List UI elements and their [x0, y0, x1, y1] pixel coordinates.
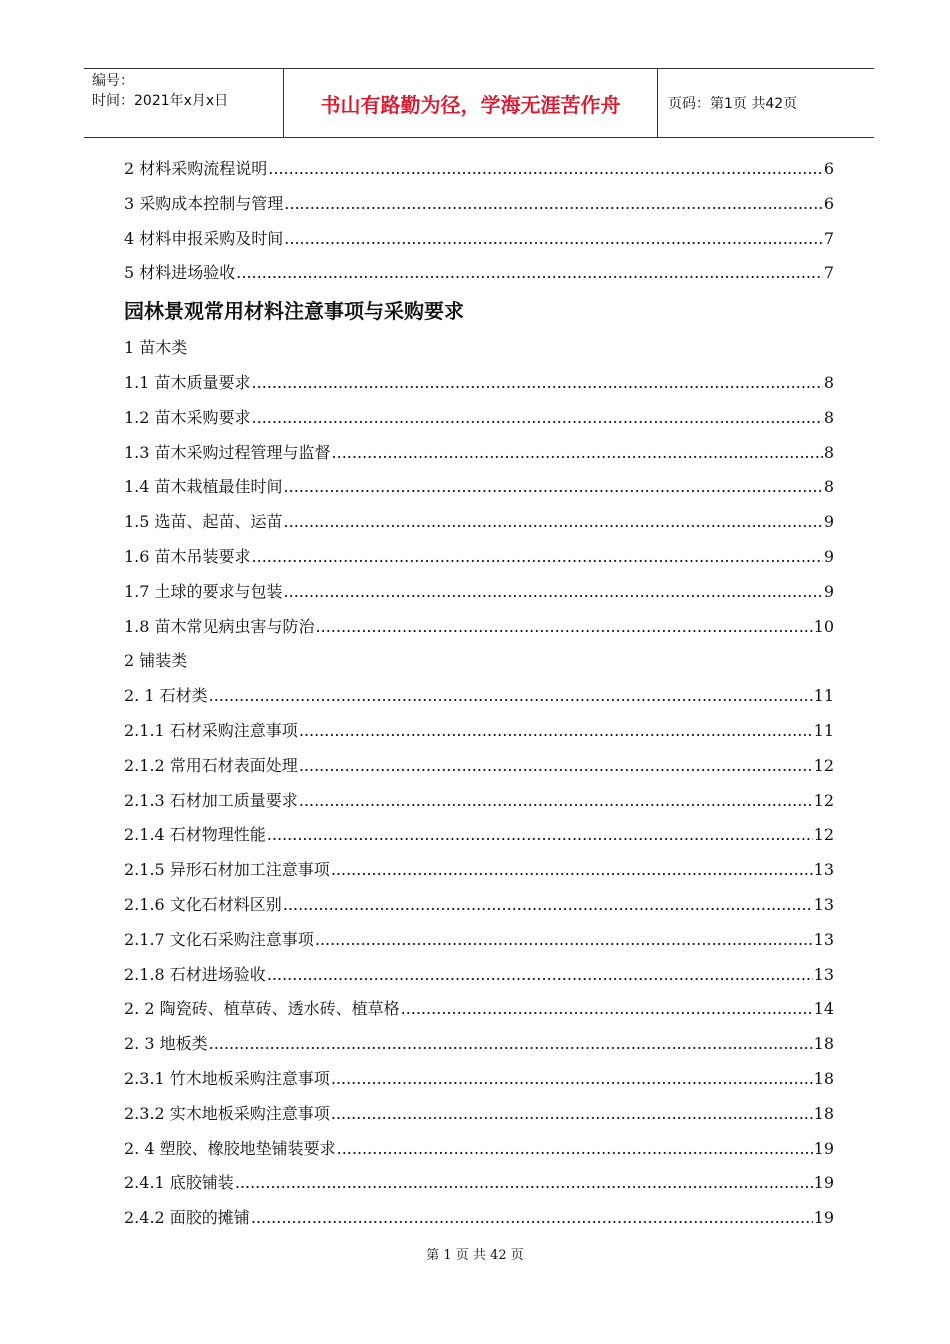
toc-dot-leader — [401, 992, 813, 1027]
toc-entry-title: 2.4.2 面胶的摊铺 — [124, 1208, 250, 1228]
toc-dot-leader — [299, 749, 813, 784]
toc-chapter-label: 1 苗木类 — [124, 338, 188, 358]
toc-entry-title: 2.1.2 常用石材表面处理 — [124, 755, 298, 775]
toc-entry-title: 2. 4 塑胶、橡胶地垫铺装要求 — [124, 1138, 336, 1158]
toc-entry-page: 7 — [823, 263, 834, 283]
toc-entry-page: 9 — [823, 546, 834, 566]
toc-dot-leader — [209, 679, 813, 714]
toc-entry-title: 1.5 选苗、起苗、运苗 — [124, 512, 283, 532]
toc-entry-title: 1.2 苗木采购要求 — [124, 407, 251, 427]
toc-entry-page: 8 — [823, 407, 834, 427]
header-page-info: 页码：第1页 共42页 — [668, 96, 798, 112]
toc-dot-leader — [252, 401, 823, 436]
toc-entry[interactable] — [124, 992, 834, 1027]
toc-dot-leader — [337, 1132, 813, 1167]
toc-entry-page: 19 — [813, 1138, 834, 1158]
toc-entry-page: 6 — [823, 159, 834, 178]
toc-entry[interactable] — [124, 958, 834, 993]
toc-entry-page: 18 — [813, 1068, 834, 1088]
toc-entry[interactable] — [124, 1027, 834, 1062]
toc-entry-page: 12 — [813, 825, 834, 845]
toc-dot-leader — [283, 888, 813, 923]
toc-entry-page: 18 — [813, 1034, 834, 1054]
toc-entry-title: 1.7 土球的要求与包装 — [124, 581, 283, 601]
toc-entry-title: 1.1 苗木质量要求 — [124, 372, 251, 392]
toc-entry-page: 11 — [813, 720, 834, 740]
toc-entry-title: 2.1.4 石材物理性能 — [124, 825, 266, 845]
toc-dot-leader — [332, 436, 823, 471]
toc-entry[interactable] — [124, 853, 834, 888]
toc-dot-leader — [284, 575, 823, 610]
toc-entry-page: 8 — [823, 442, 834, 462]
toc-entry[interactable] — [124, 679, 834, 714]
toc-entry-page: 13 — [813, 860, 834, 880]
toc-entry[interactable] — [124, 1062, 834, 1097]
toc-entry[interactable] — [124, 610, 834, 645]
toc-dot-leader — [252, 366, 823, 401]
toc-entry-page: 13 — [813, 929, 834, 949]
toc-entry[interactable] — [124, 1166, 834, 1201]
header-date: 时间：2021年x月x日 — [92, 93, 229, 109]
toc-entry[interactable] — [124, 470, 834, 505]
toc-entry-title: 2.3.2 实木地板采购注意事项 — [124, 1103, 330, 1123]
toc-entry-title: 2.1.8 石材进场验收 — [124, 964, 266, 984]
toc-entry[interactable] — [124, 366, 834, 401]
toc-dot-leader — [284, 505, 823, 540]
toc-entry[interactable] — [124, 401, 834, 436]
toc-entry-page: 9 — [823, 512, 834, 532]
toc-entry-page: 12 — [813, 790, 834, 810]
header-meta — [84, 69, 284, 137]
toc-entry-title: 2.1.7 文化石采购注意事项 — [124, 929, 314, 949]
toc-entry[interactable] — [124, 1097, 834, 1132]
toc-entry-title: 2. 3 地板类 — [124, 1034, 208, 1054]
toc-dot-leader — [331, 1097, 813, 1132]
toc-entry[interactable] — [124, 784, 834, 819]
toc-dot-leader — [284, 470, 823, 505]
toc-entry-page: 14 — [813, 999, 834, 1019]
toc-entry[interactable] — [124, 714, 834, 749]
toc-dot-leader — [252, 540, 823, 575]
toc-entry-page: 8 — [823, 372, 834, 392]
toc-entry-page: 18 — [813, 1103, 834, 1123]
toc-dot-leader — [209, 1027, 813, 1062]
toc-dot-leader — [315, 923, 813, 958]
toc-entry-title: 2. 2 陶瓷砖、植草砖、透水砖、植草格 — [124, 999, 400, 1019]
toc-entry[interactable] — [124, 888, 834, 923]
toc-entry-page: 13 — [813, 894, 834, 914]
toc-entry[interactable] — [124, 1132, 834, 1167]
toc-entry[interactable] — [124, 540, 834, 575]
toc-entry-title: 2.1.1 石材采购注意事项 — [124, 720, 298, 740]
table-of-contents — [124, 152, 834, 1236]
toc-entry-title: 2.1.3 石材加工质量要求 — [124, 790, 298, 810]
toc-entry-title: 2 材料采购流程说明 — [124, 159, 268, 178]
toc-entry[interactable] — [124, 1201, 834, 1236]
toc-entry[interactable] — [124, 749, 834, 784]
toc-entry-page: 19 — [813, 1173, 834, 1193]
toc-entry-page: 12 — [813, 755, 834, 775]
toc-entry[interactable] — [124, 575, 834, 610]
toc-entry-title: 1.4 苗木栽植最佳时间 — [124, 477, 283, 497]
toc-dot-leader — [299, 714, 813, 749]
toc-entry-title: 5 材料进场验收 — [124, 263, 236, 283]
toc-dot-leader — [316, 610, 813, 645]
toc-entry[interactable] — [124, 187, 834, 222]
toc-chapter-label: 2 铺装类 — [124, 651, 188, 671]
toc-entry[interactable] — [124, 818, 834, 853]
toc-entry-title: 2.1.6 文化石材料区别 — [124, 894, 282, 914]
toc-entry[interactable] — [124, 222, 834, 257]
toc-entry-title: 4 材料申报采购及时间 — [124, 228, 284, 248]
toc-dot-leader — [331, 1062, 813, 1097]
toc-entry-page: 19 — [813, 1208, 834, 1228]
toc-dot-leader — [235, 1166, 813, 1201]
section-heading: 园林景观常用材料注意事项与采购要求 — [124, 299, 464, 324]
toc-dot-leader — [284, 222, 823, 257]
toc-entry[interactable] — [124, 505, 834, 540]
toc-entry-title: 2.3.1 竹木地板采购注意事项 — [124, 1068, 330, 1088]
toc-dot-leader — [268, 152, 823, 187]
toc-dot-leader — [236, 256, 823, 291]
toc-entry[interactable] — [124, 923, 834, 958]
toc-dot-leader — [299, 784, 813, 819]
header-number: 编号： — [92, 73, 134, 89]
toc-dot-leader — [267, 818, 813, 853]
toc-entry-page: 7 — [823, 228, 834, 248]
toc-dot-leader — [251, 1201, 813, 1236]
toc-entry-title: 3 采购成本控制与管理 — [124, 193, 284, 213]
toc-entry-title: 1.8 苗木常见病虫害与防治 — [124, 616, 315, 636]
header-motto: 书山有路勤为径，学海无涯苦作舟 — [284, 69, 658, 137]
toc-entry-title: 2.4.1 底胶铺装 — [124, 1173, 234, 1193]
toc-dot-leader — [284, 187, 823, 222]
toc-entry[interactable] — [124, 256, 834, 291]
toc-entry-page: 6 — [823, 193, 834, 213]
toc-entry-title: 2.1.5 异形石材加工注意事项 — [124, 860, 330, 880]
page-footer: 第 1 页 共 42 页 — [426, 1248, 524, 1263]
page-header — [84, 68, 874, 138]
toc-entry-page: 9 — [823, 581, 834, 601]
toc-entry[interactable] — [124, 436, 834, 471]
toc-entry-title: 1.6 苗木吊装要求 — [124, 546, 251, 566]
toc-entry-page: 10 — [813, 616, 834, 636]
toc-entry-page: 13 — [813, 964, 834, 984]
toc-entry-title: 1.3 苗木采购过程管理与监督 — [124, 442, 331, 462]
toc-entry-title: 2. 1 石材类 — [124, 686, 208, 706]
toc-entry-page: 8 — [823, 477, 834, 497]
toc-entry-page: 11 — [813, 686, 834, 706]
toc-entry[interactable] — [124, 152, 834, 187]
toc-dot-leader — [267, 958, 813, 993]
toc-dot-leader — [331, 853, 813, 888]
